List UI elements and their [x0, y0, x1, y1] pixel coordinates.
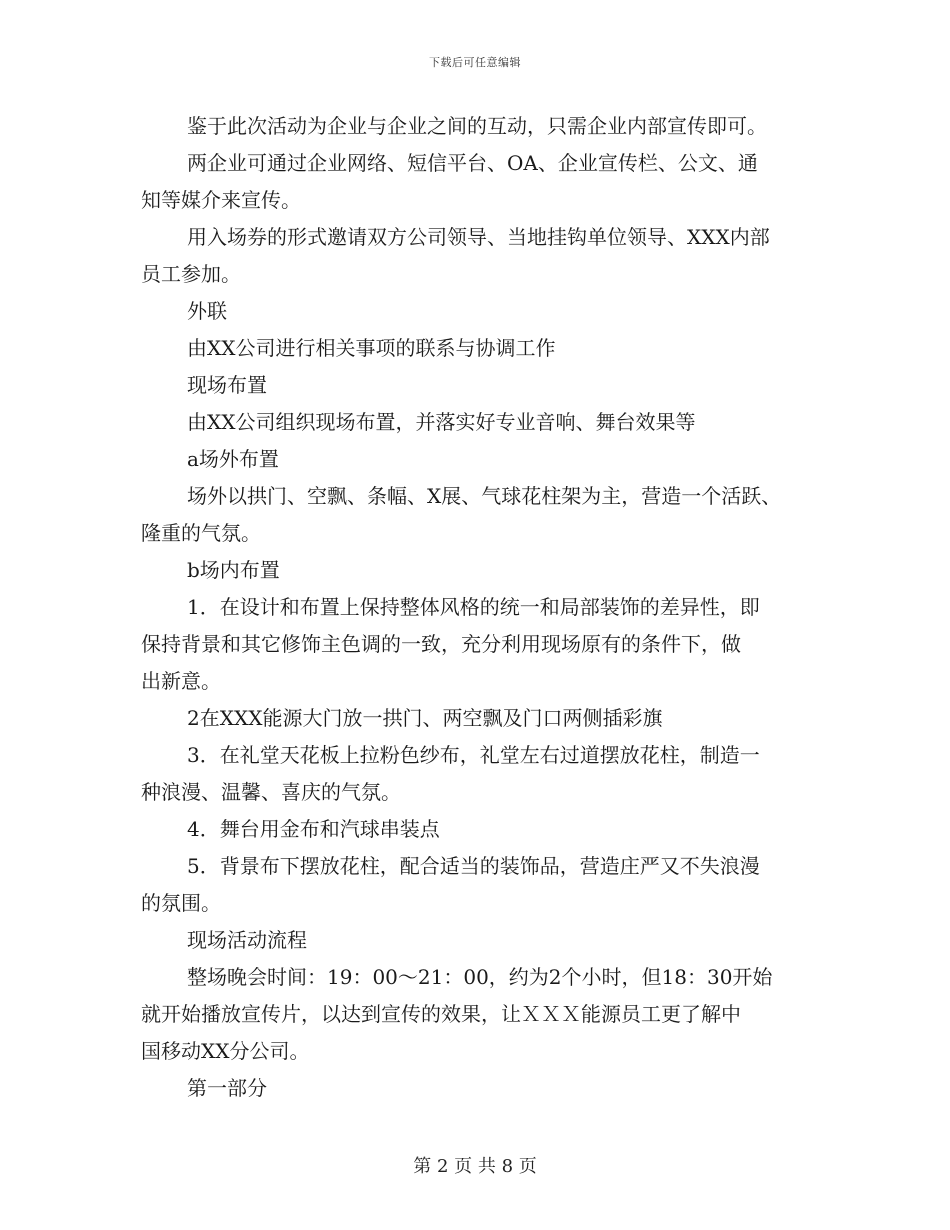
subheading-outdoor-setup: a场外布置 — [187, 447, 279, 471]
paragraph-line: 鉴于此次活动为企业与企业之间的互动，只需企业内部宣传即可。 — [187, 114, 767, 138]
section-heading-event-flow: 现场活动流程 — [187, 928, 307, 952]
paragraph-line: 整场晚会时间：19：00～21：00，约为2个小时，但18：30开始 — [187, 965, 773, 989]
paragraph-line: 两企业可通过企业网络、短信平台、OA、企业宣传栏、公文、通 — [187, 151, 758, 175]
section-heading-waiilian: 外联 — [187, 299, 227, 323]
list-item-line: 保持背景和其它修饰主色调的一致，充分利用现场原有的条件下，做 — [141, 632, 741, 656]
paragraph-line: 员工参加。 — [141, 262, 241, 286]
list-item-line: 5．背景布下摆放花柱，配合适当的装饰品，营造庄严又不失浪漫 — [187, 854, 760, 878]
paragraph-line: 场外以拱门、空飘、条幅、X展、气球花柱架为主，营造一个活跃、 — [187, 484, 782, 508]
paragraph-line: 隆重的气氛。 — [141, 521, 261, 545]
list-item-line: 的氛围。 — [141, 891, 221, 915]
list-item-line: 种浪漫、温馨、喜庆的气氛。 — [141, 780, 401, 804]
list-item-line: 出新意。 — [141, 669, 221, 693]
section-heading-part-one: 第一部分 — [187, 1076, 267, 1100]
document-body — [141, 108, 831, 1107]
section-heading-venue-setup: 现场布置 — [187, 373, 267, 397]
paragraph-line: 用入场券的形式邀请双方公司领导、当地挂钩单位领导、XXX内部 — [187, 225, 770, 249]
list-item-line: 2在XXX能源大门放一拱门、两空飘及门口两侧插彩旗 — [187, 706, 663, 730]
paragraph-line: 由XX公司组织现场布置，并落实好专业音响、舞台效果等 — [187, 410, 696, 434]
paragraph-line: 知等媒介来宣传。 — [141, 188, 301, 212]
page-number: 第 2 页 共 8 页 — [413, 1156, 537, 1177]
list-item-line: 1．在设计和布置上保持整体风格的统一和局部装饰的差异性，即 — [187, 595, 760, 619]
paragraph-line: 就开始播放宣传片，以达到宣传的效果，让ＸＸＸ能源员工更了解中 — [141, 1002, 741, 1026]
page-header-note: 下载后可任意编辑 — [429, 56, 521, 69]
paragraph-line: 由XX公司进行相关事项的联系与协调工作 — [187, 336, 556, 360]
list-item-line: 3．在礼堂天花板上拉粉色纱布，礼堂左右过道摆放花柱，制造一 — [187, 743, 760, 767]
list-item-line: 4．舞台用金布和汽球串装点 — [187, 817, 440, 841]
subheading-indoor-setup: b场内布置 — [187, 558, 280, 582]
paragraph-line: 国移动XX分公司。 — [141, 1039, 310, 1063]
